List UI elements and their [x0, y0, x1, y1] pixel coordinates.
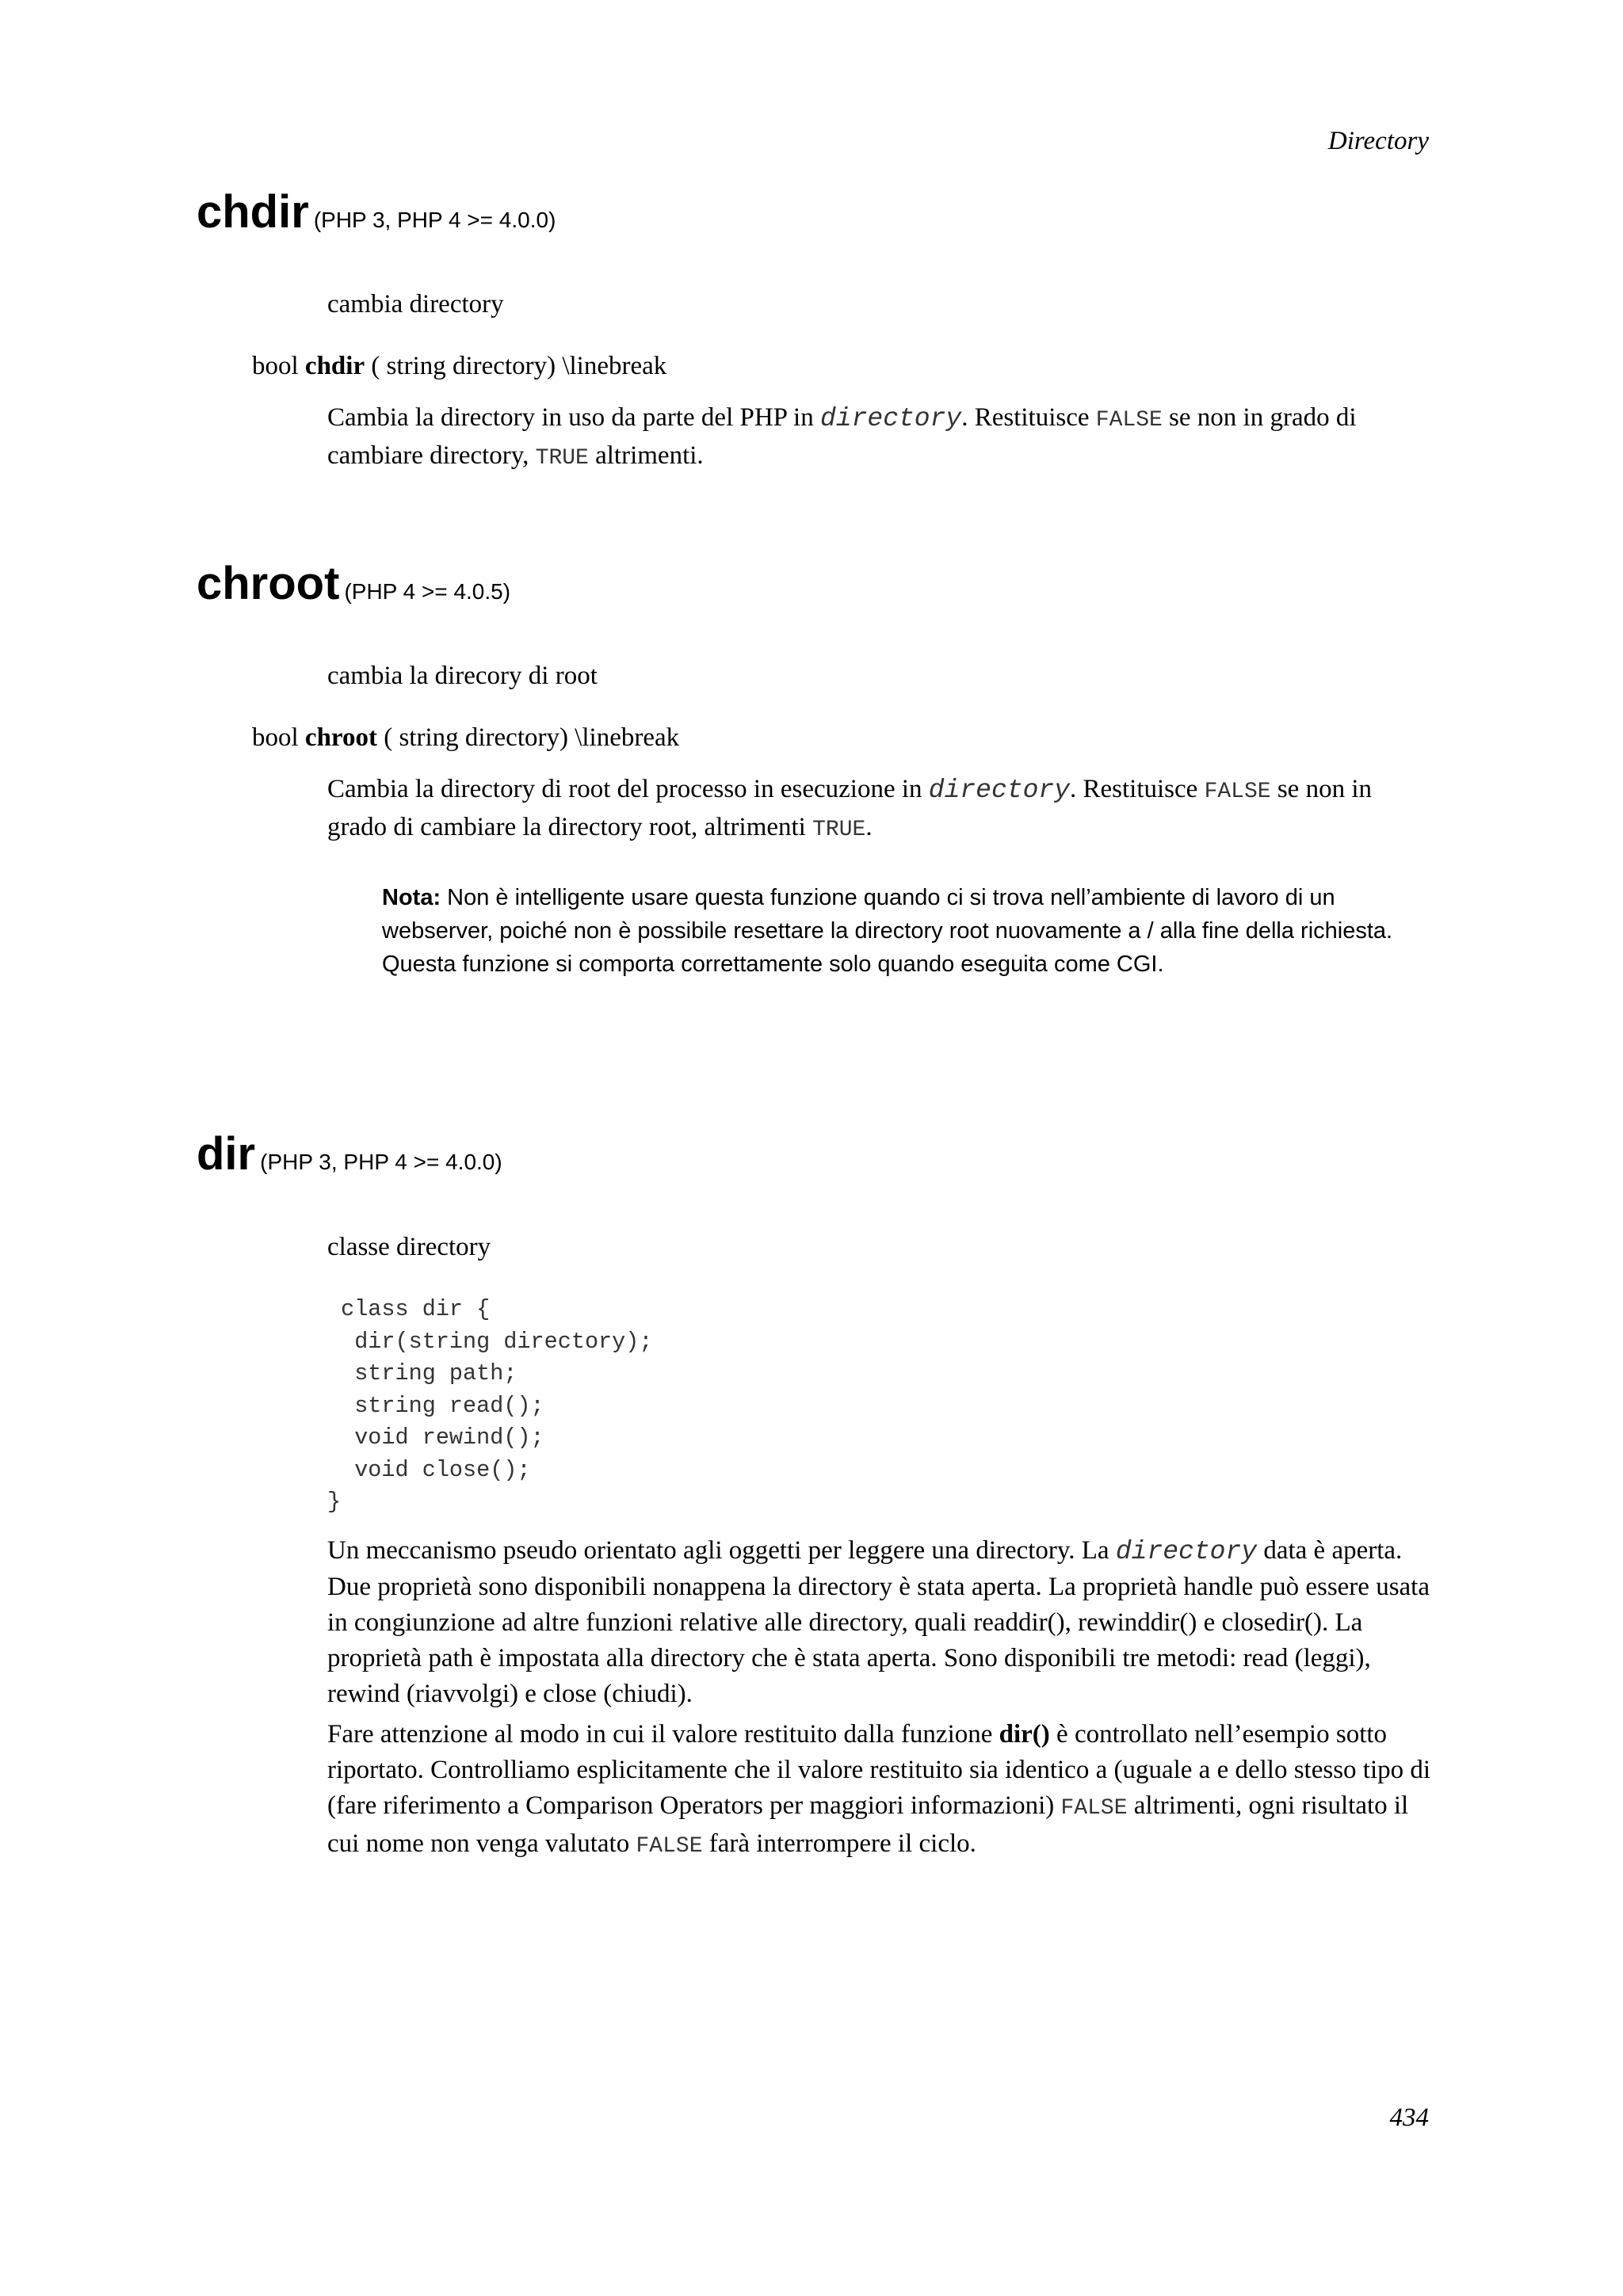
chroot-purpose: cambia la direcory di root	[327, 662, 598, 690]
chdir-synopsis	[252, 352, 666, 381]
note-label: Nota:	[382, 885, 441, 910]
constant: FALSE	[1060, 1796, 1128, 1821]
chroot-note	[382, 881, 1428, 981]
chdir-heading	[197, 185, 556, 238]
constant: TRUE	[812, 818, 866, 842]
text: .	[865, 813, 873, 841]
function-name: dir	[197, 1128, 256, 1180]
chroot-description	[327, 772, 1437, 848]
function-version: (PHP 4 >= 4.0.5)	[344, 579, 511, 604]
return-type: bool	[252, 723, 299, 752]
parameter: directory	[928, 776, 1070, 805]
function-version: (PHP 3, PHP 4 >= 4.0.0)	[313, 208, 556, 232]
dir-return-note	[327, 1717, 1437, 1864]
constant: FALSE	[1204, 780, 1271, 804]
chroot-synopsis	[252, 723, 679, 753]
text: se non in grado di cambiare la directory root, altrimenti	[327, 775, 1372, 841]
function-name: chdir	[304, 352, 365, 380]
parameter: directory	[1115, 1537, 1258, 1566]
function-name: chdir	[197, 186, 309, 238]
dir-purpose: classe directory	[327, 1233, 491, 1261]
text: Cambia la directory di root del processo in esecuzione in	[327, 775, 929, 803]
dir-description	[327, 1533, 1437, 1712]
chroot-heading	[197, 557, 510, 610]
text: . Restituisce	[1070, 775, 1205, 803]
text: . Restituisce	[961, 403, 1096, 432]
function-name: chroot	[197, 558, 340, 609]
return-type: bool	[252, 352, 299, 380]
page-number: 434	[1389, 2103, 1429, 2132]
chdir-description	[327, 400, 1437, 476]
running-header: Directory	[1327, 127, 1429, 155]
chdir-purpose: cambia directory	[327, 290, 504, 318]
text: altrimenti, ogni risultato il cui nome non venga valutato	[327, 1791, 1409, 1858]
text: farà interrompere il ciclo.	[702, 1829, 976, 1858]
function-name: chroot	[304, 723, 377, 752]
text: se non in grado di cambiare directory,	[327, 403, 1357, 470]
text: Cambia la directory in uso da parte del PHP in	[327, 403, 820, 432]
text: è controllato nell’esempio sotto riportato. Controlliamo esplicitamente che il valore restituito sia identico a (uguale a e dello stesso tipo di (fare riferimento a Comparison Operators per maggiori informazioni)	[327, 1720, 1431, 1820]
function-args: ( string directory) \linebreak	[371, 352, 667, 380]
constant: FALSE	[1095, 408, 1163, 433]
text: Un meccanismo pseudo orientato agli oggetti per leggere una directory. La	[327, 1536, 1116, 1565]
parameter: directory	[819, 404, 962, 433]
text: Fare attenzione al modo in cui il valore restituito dalla funzione	[327, 1720, 999, 1749]
text: altrimenti.	[588, 441, 704, 470]
function-version: (PHP 3, PHP 4 >= 4.0.0)	[260, 1150, 502, 1174]
constant: FALSE	[636, 1834, 703, 1859]
note-text: Non è intelligente usare questa funzione quando ci si trova nell’ambiente di lavoro di un webserver, poiché non è possibile resettare la directory root nuovamente a / alla fine della richiesta. Questa funzione si comporta correttamente solo quando eseguita come CGI.	[382, 885, 1393, 977]
function-ref: dir()	[999, 1720, 1050, 1749]
dir-heading	[197, 1127, 502, 1180]
constant: TRUE	[535, 446, 589, 471]
class-synopsis-code: class dir { dir(string directory); string path; string read(); void rewind(); void close(); }	[327, 1296, 653, 1515]
function-args: ( string directory) \linebreak	[384, 723, 680, 752]
text: data è aperta. Due proprietà sono disponibili nonappena la directory è stata aperta. La proprietà handle può essere usata in congiunzione ad altre funzioni relative alle directory, quali readdir(), rewinddir() e closedir(). La proprietà path è impostata alla directory che è stata aperta. Sono disponibili tre metodi: read (leggi), rewind (riavvolgi) e close (chiudi).	[327, 1536, 1430, 1708]
